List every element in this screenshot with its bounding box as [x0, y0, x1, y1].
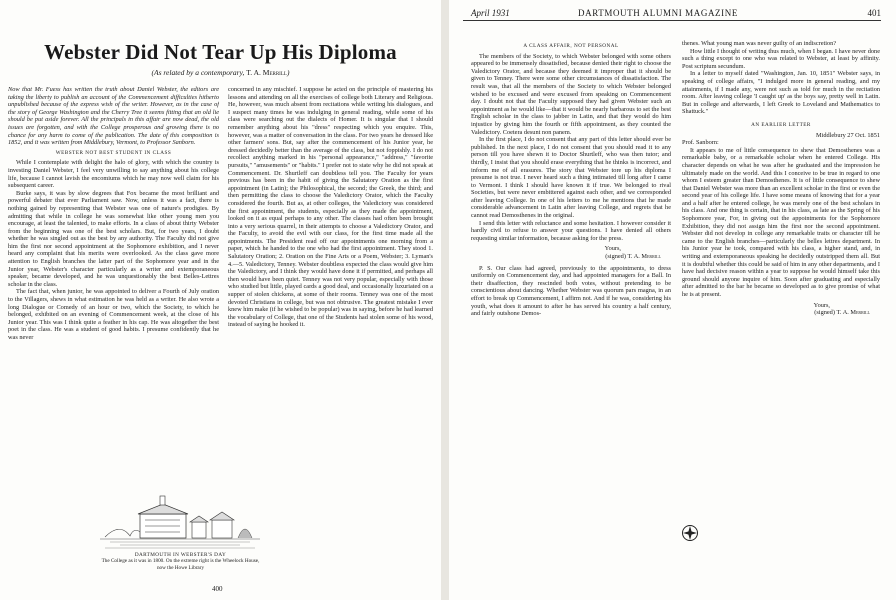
closing: Yours,	[813, 301, 830, 309]
paragraph: In a letter to myself dated "Washington, Jan. 10, 1851" Webster says, in speaking of college affairs, "I indulged more in general reading, and my attainments, if I made any, were not such as told for much in the recitation room. After leaving college 'I caught up' as the boys say, pretty well in Latin. But in college and afterwards, I left Greek to Loveland and Mathematics to Shattuck."	[682, 70, 880, 116]
figure-caption	[98, 552, 263, 571]
byline-author: T. A. Merrill	[246, 68, 287, 77]
running-head-date: April 1931	[471, 8, 510, 18]
book-gutter	[441, 0, 449, 600]
article-title: Webster Did Not Tear Up His Diploma	[44, 40, 397, 64]
subhead-earlier-letter: AN EARLIER LETTER	[751, 121, 811, 128]
running-head-title: DARTMOUTH ALUMNI MAGAZINE	[578, 8, 738, 18]
letter-date: Middlebury 27 Oct. 1851	[815, 131, 880, 139]
closing: Yours,	[604, 245, 621, 253]
byline: (As related by a contemporary, T. A. Merrill)	[151, 68, 290, 77]
subhead-not-best-student: WEBSTER NOT BEST STUDENT IN CLASS	[55, 149, 172, 156]
paragraph: concerned in any mischief. I suppose he acted on the principle of mastering his lessons and attending on all the exercises of college both Literary and Religious. He, however, was much absent from recitations while writing his dialogues, and I suspect many times he was indulging in general reading, while some of his class were searching out the dialects of Homer. It is singular that I should remember anything about his "dress" respecting which you enquire. This, however, was a matter of conversation in the class. For two years he dressed like other farmers' sons. But, say after the commencement of his Junior year, he dressed decidedly better than the average of the class, but not foppishly. I do not recollect anything marked in his "personal appearance," "address," "favorite pursuits," "amusements" or "habits." I prefer not to state why he did not speak at Commencement. Dr. Shurtleff can doubtless tell you. The Faculty for years previous has been in the habit of giving the Salutatory Oration as the first appointment (in Latin); the Philosophical, the second; the Greek, the third; and then permitting the class to choose the Valedictory Orator, which the Faculty considered the fourth. But as, at other colleges, the Valedictory was considered the first appointment, the students, especially as they made the appointment, looked on it as equal perhaps to any other. The classes had often been brought into a very serious quarrel, in their attempts to choose a Valedictory Orator, and the Faculty, to avoid the evil with our class, for the first time made all the appointments. The President read off our appointments one morning from a paper, which he handed to the one who had the first appointment. They stood 1. Salutatory Oration; 2. Oration on the Fine Arts or a Poem, Webster; 3. Lyman's 4.—5. Valedictory, Tenney. Webster doubtless expected the class would give him the Valedictory, and I think they would have done it if permitted, and perhaps all then would have been quiet. Tenney was not very popular, especially with those who studied but little, played cards a good deal, and occasionally luxuriated on a supper of stolen chickens, at some of their rooms. Tenney was one of the most devoted Christians in college, but was not obtrusive. The greatest mistake I ever knew him make (if he wished to be popular) was in saying, before he had learned the vocabulary of College, that one of the Students had stolen some of his wood, instead of saying he hooked it.	[228, 86, 433, 329]
printer-ornament-icon	[681, 524, 699, 542]
subhead-class-affair: A CLASS AFFAIR, NOT PERSONAL	[523, 43, 619, 49]
paragraph: thenes. What young man was never guilty of an indiscretion?	[682, 40, 837, 47]
paragraph: How little I thought of writing thus much, when I began. I have never done such a thing except to one who was related to Webster, at least by affinity. Post scriptum secundum.	[682, 47, 880, 70]
paragraph: I send this letter with reluctance and some hesitation. I however consider it hardly civil to refuse to answer your questions. I have denied all others requesting similar information, because asking for the press.	[471, 219, 671, 242]
left-page	[0, 0, 441, 600]
signature: (signed) T. A. Merrill	[605, 253, 661, 261]
right-column-2	[682, 40, 880, 560]
postscript: P. S. Our class had agreed, previously to the appointments, to dress uniformly on Commencement day, and had appointed managers for a Ball. In their disaffection, they rescinded both votes, without pretending to be conscientious about dancing. Whether Webster was quorum pars magna, in an effort to break up Commencement, I affirm not. And if he was, considering his youth, what does it amount to after he has served his country a half century, and fairly outshone Demos-	[471, 264, 671, 318]
figure-caption-title: DARTMOUTH IN WEBSTER'S DAY	[134, 552, 227, 558]
paragraph: It appears to me of little consequence to shew that Demosthenes was a remarkable baby, or a remarkable scholar when he entered College. His character depends on what he was after he graduated and the impression he ultimately made on the world. And this I conceive to be true in regard to one whom I esteem greater than Demosthenes. It is of little consequence to shew that Daniel Webster was more than an excellent scholar in the first or even the second year of his college life. I have some means of knowing that for a year and a half after he entered college, he was merely one of the best scholars in his class. And one thing is certain, that in his class, as late as the Spring of his Sophomore year, For, in giving out the appointments for the Sophomore Exhibition, they did not assign him the first nor the second appointment. Webster did not develop in college any remarkable traits or character till he came to the English branches—particularly the belles lettres department. In his Junior year he took, compared with his class, a higher stand, and, in writing and extemporaneous speaking he decidedly outstripped them all. But it is doubtful whether this could be said of him in any other departments, and I have had decisive reason within a year to suppose he would himself take this ground should anyone inquire of him. Soon after graduating and especially after admitted to the bar he became so developed as to give promise of what he is at present.	[682, 146, 880, 298]
page-number-right: 401	[867, 8, 881, 18]
right-column-1	[471, 40, 671, 592]
right-page	[449, 0, 896, 600]
paragraph: While I contemplate with delight the halo of glory, with which the country is investing Daniel Webster, I feel very unwilling to say anything about his college life, because I cannot lavish the encomiums which he may now well claim for his subsequent career.	[8, 159, 219, 190]
salutation: Prof. Sanborn:	[682, 139, 719, 147]
editor-intro: Now that Mr. Fuess has written the truth about Daniel Webster, the editors are taking the liberty to publish an account of the Commencement difficulties hitherto unpublished because of the express wish of the writer. However, as in the case of the story of George Washington and the Cherry Tree it seems fitting that an old lie should be put aside forever. All the principals in this affair are now dead, the old issues are forgotten, and with the College prosperous and growing there is no chance for any harm to come of the publication. The date of this composition is 1852, and it was written from Middlebury, Vermont, to Professor Sanborn.	[8, 86, 219, 147]
paragraph: The members of the Society, to which Webster belonged with some others appeared to be immensely dissatisfied, because denied their right to choose the Valedictory Orator, and because they deemed it improper that it should be given to Tenney. There were some other circumstances of dissatisfaction. The result was, that all the members of the Society to which Webster belonged wished to be excused and were excused from speaking on Commencement day. I doubt not that the Faculty supposed they had given Webster such an appointment as he would like—that it would be nearly barbarous to set the best English scholar in the class to jabber in Latin, and that they would do him injustice by giving him the fourth or fifth appointment, as they counted the Valedictory. Coetera desunt non panem.	[471, 52, 671, 136]
left-column-1	[8, 86, 219, 490]
running-head	[463, 8, 881, 21]
paragraph: Burke says, it was by slow degrees that Fox became the most brilliant and powerful debater that ever Parliament saw. Now, unless it was a fact, there is nothing gained by representing that Webster was one of nature's prodigies. By admitting that while in college he was somewhat like other young men you encourage, at least the talented, to make efforts. In a class of about thirty Webster from the beginning was one of the best scholars. But, for two years, I doubt whether he was singled out as the best by any authority. The Faculty did not give him the first nor second appointment at the Sophomore exhibition, and I never heard any complaint that his merits were overlooked. As the class gave more attention to English branches the latter part of the Sophomore year and in the Junior year, Webster's character particularly as a writer and extemporaneous speaker, became developed, and he was unquestionably the best Belles-Lettres scholar in the class.	[8, 189, 219, 288]
page-number-left: 400	[212, 585, 223, 593]
figure-caption-text: The College as it was in 1800. On the extreme right is the Wheelock House, now the Howe Library	[101, 558, 260, 571]
paragraph: The fact that, when junior, he was appointed to deliver a Fourth of July oration to the Villagers, shews in what estimation he was held as a writer. He also wrote a long Dialogue or Comedy of an hour or two, which the Society, to which he belonged, exhibited on an evening of Commencement week, at the close of his Junior year. This was I think quite a feather in his cap. He was altogether the best poet in the class. He was a student of good habits. I presume confidently that he was never	[8, 288, 219, 341]
dartmouth-college-illustration	[100, 492, 260, 552]
signature: (signed) T. A. Merrill	[814, 309, 870, 317]
paragraph: In the first place, I do not consent that any part of this letter should ever be published. In the next place, I do not consent that you should read it to any person till you have shewn it to Doctor Shurtleff, who was then tutor; and thirdly, I insist that you should erase everything that he thinks is incorrect, and inform me of all erasures. The story that Webster tore up his diploma I presume is not true. I never heard such a thing intimated till long after I came to Vermont. I think I should have known it if true. We belonged to rival Societies, but were never embittered against each other, and we corresponded after leaving College. In one of his letters to me he mentions that he made considerable advancement in Latin after leaving College, and regrets that he cannot read Demosthenes in the original.	[471, 136, 671, 220]
